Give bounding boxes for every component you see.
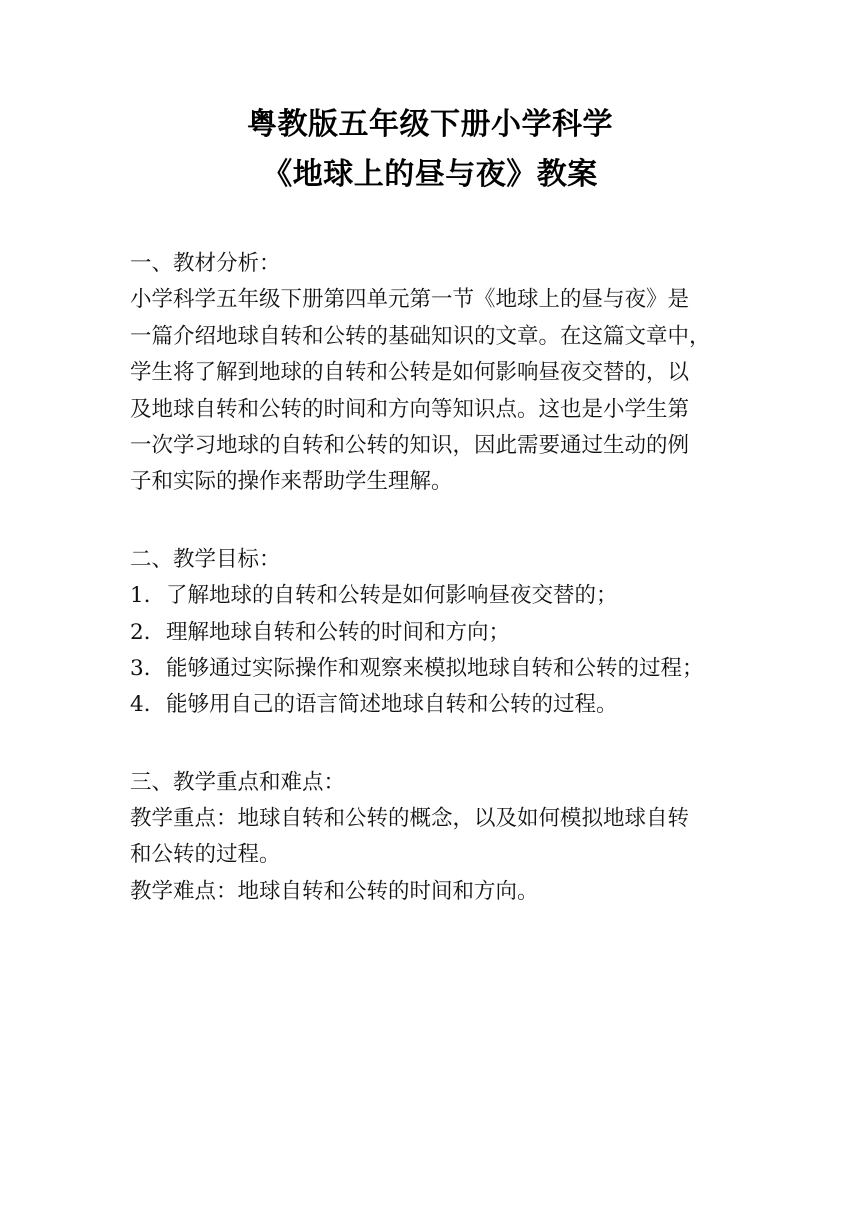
title-line-2: 《地球上的昼与夜》教案 (262, 157, 598, 192)
paragraph-line: 及地球自转和公转的时间和方向等知识点。这也是小学生第 (130, 396, 690, 422)
list-number: 2. (130, 619, 151, 645)
list-text: 能够通过实际操作和观察来模拟地球自转和公转的过程； (166, 655, 704, 681)
list-text: 理解地球自转和公转的时间和方向； (166, 619, 511, 645)
list-text: 了解地球的自转和公转是如何影响昼夜交替的； (166, 583, 618, 609)
list-number: 1. (130, 583, 151, 609)
list-item (130, 651, 760, 687)
paragraph-line: 子和实际的操作来帮助学生理解。 (130, 469, 453, 495)
section-key-difficult-points (130, 765, 760, 911)
paragraph-line: 小学科学五年级下册第四单元第一节《地球上的昼与夜》是 (130, 287, 690, 313)
section-heading: 三、教学重点和难点： (130, 769, 346, 795)
section-heading: 二、教学目标： (130, 546, 281, 572)
section-heading: 一、教材分析： (130, 251, 281, 276)
document-title (0, 100, 860, 200)
document-body (130, 246, 760, 951)
list-text: 能够用自己的语言简述地球自转和公转的过程。 (166, 692, 618, 718)
list-number: 3. (130, 655, 151, 681)
paragraph-line: 学生将了解到地球的自转和公转是如何影响昼夜交替的，以 (130, 360, 690, 386)
title-line-1: 粤教版五年级下册小学科学 (247, 107, 613, 142)
list-item (130, 578, 760, 614)
list-item (130, 615, 760, 651)
section-material-analysis (130, 246, 760, 501)
paragraph-line: 和公转的过程。 (130, 842, 281, 868)
paragraph-line: 一次学习地球的自转和公转的知识，因此需要通过生动的例 (130, 432, 690, 458)
list-number: 4. (130, 692, 151, 718)
section-teaching-goals (130, 542, 760, 724)
paragraph-line: 教学难点：地球自转和公转的时间和方向。 (130, 878, 539, 904)
paragraph-line: 一篇介绍地球自转和公转的基础知识的文章。在这篇文章中， (130, 323, 711, 349)
paragraph-line: 教学重点：地球自转和公转的概念，以及如何模拟地球自转 (130, 806, 690, 832)
list-item (130, 687, 760, 723)
